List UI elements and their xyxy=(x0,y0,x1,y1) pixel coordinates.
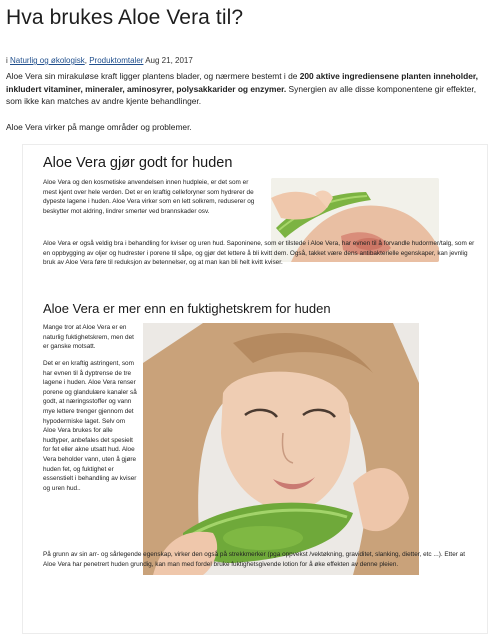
intro-summary: Aloe Vera virker på mange områder og problemer. xyxy=(6,122,192,132)
category-link-naturlig[interactable]: Naturlig og økologisk xyxy=(10,56,85,65)
intro-bold: 200 aktive ingrediensene planten inneholder, inkludert vitaminer, mineraler, aminosyrer, polysakkarider og enzymer. xyxy=(6,71,478,94)
intro-text-1: Aloe Vera sin mirakuløse kraft ligger plantens blader, og nærmere bestemt i de xyxy=(6,71,300,81)
section1-paragraph-1: Aloe Vera og den kosmetiske anvendelsen innen hudpleie, er det som er mest kjent over hele verden. Det er en kraftig celleforyner som hydrerer de dypeste lagene i huden. Aloe Vera virker som en lett solkrem, reduserer og beskytter mot aldring, lindrer smerter ved brannskader osv. xyxy=(43,179,255,215)
section2-paragraph-3: På grunn av sin arr- og sårlegende egenskap, virker den også på strekkmerker (pga oppvekst /vektøkning, graviditet, slanking, dietter, etc ...). Etter at Aloe Vera har penetrert huden grundig, kan man med fordel bruke fuktighetsgivende lotion for å øke effekten av denne pleien. xyxy=(43,551,465,568)
meta-prefix: i xyxy=(6,56,8,65)
category-link-produktomtaler[interactable]: Produktomtaler xyxy=(89,56,144,65)
intro-text-2: Synergien av alle disse komponentene gir effekter, som ikke kan matches av andre kjente behandlinger. xyxy=(6,83,477,106)
section-heading-moisturizer: Aloe Vera er mer enn en fuktighetskrem for huden xyxy=(43,301,331,316)
meta-separator: , xyxy=(84,56,87,65)
article-image-card xyxy=(22,144,488,634)
section1-paragraph-2: Aloe Vera er også veldig bra i behandling for kviser og uren hud. Saponinene, som er tilstede i Aloe Vera, har evnen til å forvandle hudormer/talg, som er en oppbygging av oljer og hudrester i porene til såpe, og gjør det lettere å bli kvitt dem. Også, takket være dens antibakterielle egenskaper, kan jevnlig bruk av Aloe Vera føre til reduksjon av betennelser, og at man kan bli helt kvitt kviser. xyxy=(43,240,475,267)
woman-aloe-image xyxy=(143,323,419,575)
article-title: Hva brukes Aloe Vera til? xyxy=(6,6,244,29)
section2-paragraph-2: Det er en kraftig astringent, som har evnen til å dyptrense de tre lagene i huden. Aloe Vera renser porene og glandulære kanaler så godt, at næringsstoffer og vann mye lettere trenger gjennom det hypodermiske laget. Selv om Aloe Vera brukes for alle hudtyper, anbefales det spesielt for fet eller akne utsatt hud. Aloe Vera beholder vann, uten å gjøre huden fet, og fuktighet er essenstielt i behandling av kviser og uren hud.. xyxy=(43,360,137,492)
section-heading-skin: Aloe Vera gjør godt for huden xyxy=(43,155,233,171)
post-meta xyxy=(6,56,193,65)
section2-paragraph-1: Mange tror at Aloe Vera er en naturlig fuktighetskrem, men det er ganske motsatt. xyxy=(43,324,134,351)
post-date: Aug 21, 2017 xyxy=(145,56,193,65)
intro-paragraph xyxy=(6,70,488,108)
